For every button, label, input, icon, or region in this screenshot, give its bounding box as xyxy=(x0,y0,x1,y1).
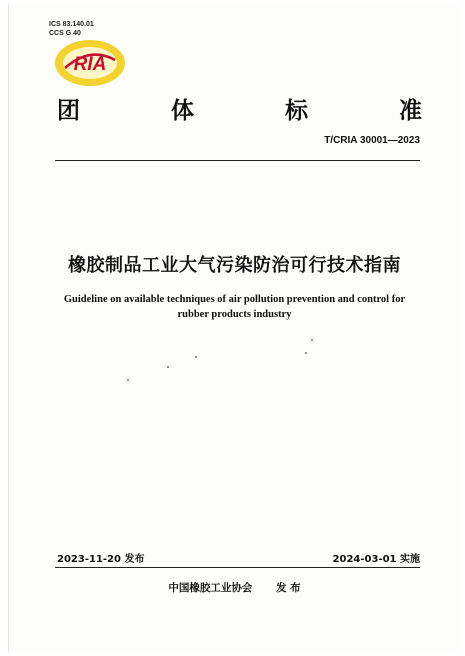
standard-type-char: 准 xyxy=(399,98,422,124)
scan-speck xyxy=(311,339,313,341)
implementation-date: 2024-03-01 实施 xyxy=(332,554,420,565)
standard-type-char: 体 xyxy=(171,98,194,124)
classification-codes xyxy=(49,20,94,38)
logo-text: RIA xyxy=(73,54,107,75)
scan-speck xyxy=(195,356,197,358)
title-english-line: rubber products industry xyxy=(177,309,292,320)
footer-divider xyxy=(55,567,420,568)
cria-logo xyxy=(53,38,127,88)
scan-speck xyxy=(127,379,129,381)
scan-speck xyxy=(305,352,307,354)
title-english xyxy=(37,292,432,322)
scan-speck xyxy=(167,366,169,368)
publisher-action: 发 布 xyxy=(276,582,301,594)
ics-code: ICS 83.140.01 xyxy=(49,21,94,28)
title-english-line: Guideline on available techniques of air pollution prevention and control for xyxy=(63,294,406,305)
title-chinese: 橡胶制品工业大气污染防治可行技术指南 xyxy=(68,255,401,276)
standard-type-char: 标 xyxy=(285,98,308,124)
standard-type xyxy=(39,92,426,122)
standard-number: T/CRIA 30001—2023 xyxy=(324,135,420,146)
header-divider xyxy=(55,160,420,161)
publisher-line xyxy=(9,580,460,595)
ccs-code: CCS G 40 xyxy=(49,30,81,37)
document-page xyxy=(8,4,460,652)
standard-type-char: 团 xyxy=(57,98,80,124)
publisher-name: 中国橡胶工业协会 xyxy=(168,582,253,594)
issue-date: 2023-11-20 发布 xyxy=(57,554,145,565)
